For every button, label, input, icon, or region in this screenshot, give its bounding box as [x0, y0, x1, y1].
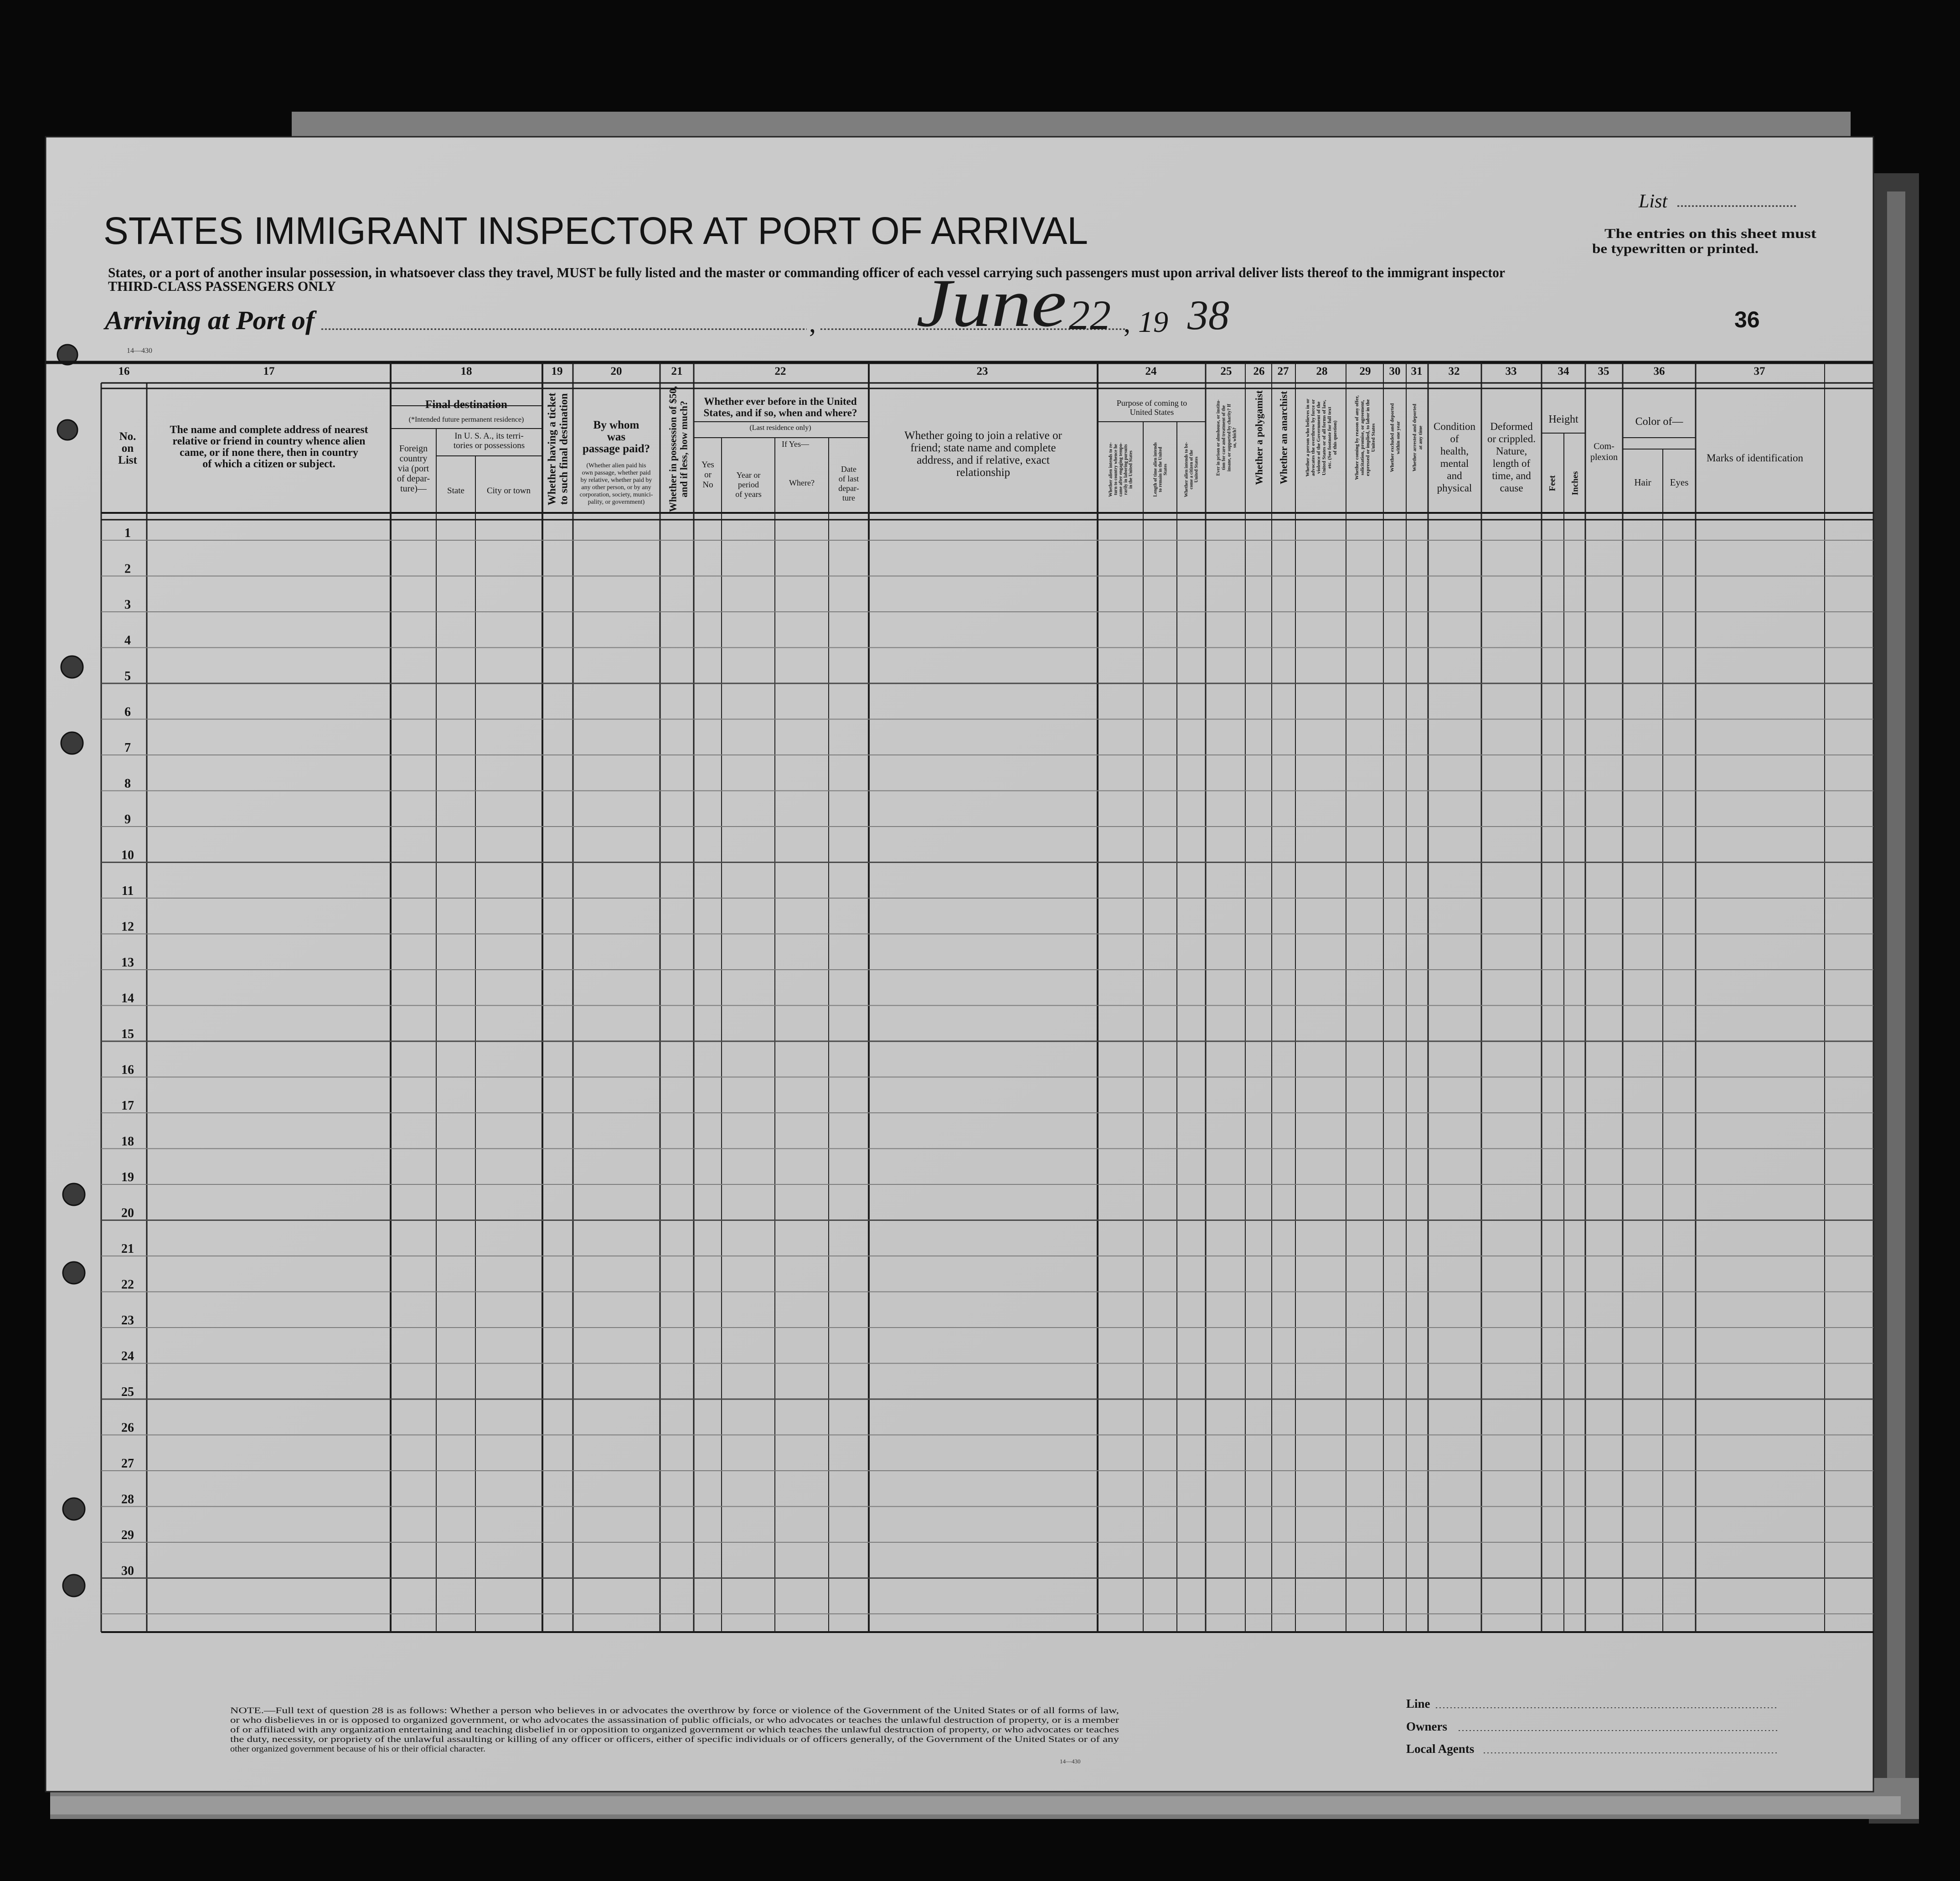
- svg-text:etc. (See footnote for full te: etc. (See footnote for full text: [1326, 407, 1332, 469]
- svg-text:Height: Height: [1548, 413, 1578, 425]
- header-final-destination: [425, 398, 507, 411]
- svg-text:Whether excluded and deported: Whether excluded and deported: [1389, 403, 1395, 472]
- svg-text:Hair: Hair: [1634, 477, 1651, 488]
- svg-text:to such final destination: to such final destination: [558, 393, 570, 505]
- svg-text:or: or: [704, 470, 712, 480]
- svg-text:No.: No.: [119, 430, 136, 443]
- svg-text:(Whether alien paid his: (Whether alien paid his: [586, 462, 646, 469]
- svg-text:own passage, whether paid: own passage, whether paid: [582, 470, 651, 476]
- svg-text:Whether arrested and deported: Whether arrested and deported: [1412, 403, 1418, 472]
- row-number: 24: [121, 1349, 134, 1364]
- svg-text:Where?: Where?: [789, 478, 815, 487]
- svg-text:Whether a person who believes: Whether a person who believes in or: [1305, 398, 1310, 477]
- svg-text:length of: length of: [1492, 458, 1531, 469]
- column-number: 16: [118, 365, 130, 377]
- row-number: 5: [124, 669, 131, 683]
- column-number: 33: [1505, 365, 1517, 377]
- svg-text:Length of time alien intends: Length of time alien intends: [1153, 442, 1158, 497]
- header-feet: [1548, 475, 1558, 491]
- column-number: 30: [1389, 365, 1401, 377]
- row-number: 27: [121, 1457, 134, 1471]
- header-ever-before: [704, 396, 857, 419]
- svg-text:United States: United States: [1194, 456, 1199, 483]
- column-number: 19: [551, 365, 563, 377]
- svg-text:tories or possessions: tories or possessions: [453, 441, 525, 450]
- svg-text:Com-: Com-: [1594, 441, 1614, 451]
- header-ticket: [546, 393, 570, 506]
- svg-text:If Yes—: If Yes—: [781, 439, 810, 449]
- form-title: STATES IMMIGRANT INSPECTOR AT PORT OF ARRIVAL: [103, 209, 1088, 252]
- header-if-yes: [782, 439, 810, 449]
- svg-text:depar-: depar-: [838, 484, 859, 493]
- svg-text:health,: health,: [1440, 445, 1469, 457]
- svg-text:passage paid?: passage paid?: [583, 443, 650, 455]
- header-passage-note: [580, 462, 653, 506]
- row-number: 16: [121, 1063, 134, 1077]
- svg-text:States, and if so, when and wh: States, and if so, when and where?: [703, 407, 857, 419]
- header-final-destination-note: [409, 416, 524, 424]
- svg-text:period: period: [738, 480, 759, 489]
- svg-text:and: and: [1447, 470, 1462, 481]
- row-number: 17: [121, 1099, 134, 1113]
- svg-text:United States: United States: [1130, 408, 1174, 417]
- column-number: 36: [1653, 365, 1665, 377]
- row-number: 9: [124, 812, 131, 827]
- owners-label: Owners: [1406, 1720, 1447, 1733]
- svg-text:In U. S. A., its terri-: In U. S. A., its terri-: [454, 431, 524, 441]
- svg-text:Yes: Yes: [701, 460, 714, 470]
- row-number: 12: [121, 920, 134, 934]
- header-height: [1548, 413, 1578, 425]
- svg-text:within one year: within one year: [1395, 421, 1401, 455]
- svg-text:of which a citizen or subject.: of which a citizen or subject.: [202, 458, 335, 470]
- svg-text:relationship: relationship: [956, 466, 1011, 479]
- svg-text:United States: United States: [1370, 423, 1376, 452]
- svg-text:Final destination: Final destination: [425, 398, 507, 411]
- svg-text:tion for care and treatment of: tion for care and treatment of the: [1221, 405, 1227, 470]
- svg-text:and if less, how much?: and if less, how much?: [678, 400, 690, 498]
- svg-text:Whether a polygamist: Whether a polygamist: [1253, 390, 1265, 485]
- header-year-period: [735, 470, 761, 499]
- row-number: 14: [121, 991, 134, 1006]
- comma-mark: ,: [809, 308, 816, 338]
- date-day-handwritten: 22: [1069, 292, 1111, 338]
- column-number: 37: [1754, 365, 1765, 377]
- svg-text:turn to country whence he: turn to country whence he: [1113, 444, 1119, 496]
- svg-text:Feet: Feet: [1547, 475, 1558, 491]
- svg-text:pality, or government): pality, or government): [588, 499, 645, 506]
- footnote-line: the duty, necessity, or propriety of the unlawful assaulting or killing of any officer or officers, either of specific individuals or of officers generally, of the Government of the United States or of any: [230, 1735, 1119, 1744]
- svg-text:was: was: [607, 431, 626, 443]
- svg-text:came, or if none there, then i: came, or if none there, then in country: [180, 447, 358, 459]
- svg-text:came after engaging tempo-: came after engaging tempo-: [1118, 442, 1124, 497]
- svg-text:City or town: City or town: [486, 486, 531, 496]
- form-subtitle: States, or a port of another insular possession, in whatsoever class they travel, MUST be fully listed and the master or commanding officer of each vessel carrying such passengers must upon arrival deliver lists thereof to the immigrant inspector: [108, 264, 1506, 280]
- row-number: 26: [121, 1421, 134, 1435]
- svg-text:at any time: at any time: [1418, 425, 1424, 450]
- row-number: 18: [121, 1134, 134, 1149]
- svg-text:By whom: By whom: [593, 419, 640, 431]
- arriving-label: Arriving at Port of: [103, 305, 317, 335]
- svg-text:Whether alien intends to be-: Whether alien intends to be-: [1184, 442, 1189, 497]
- row-number: 7: [124, 741, 131, 755]
- row-number: 10: [121, 848, 134, 863]
- comma-mark-2: ,: [1124, 308, 1130, 338]
- svg-text:of this question): of this question): [1332, 420, 1338, 455]
- svg-text:to remain in the United: to remain in the United: [1158, 447, 1163, 492]
- svg-text:List: List: [118, 454, 137, 466]
- row-number: 15: [121, 1027, 134, 1041]
- row-number: 11: [121, 884, 134, 898]
- svg-text:corporation, society, munici-: corporation, society, munici-: [579, 491, 653, 498]
- column-number: 29: [1359, 365, 1371, 377]
- svg-text:Whether in possession of $50,: Whether in possession of $50,: [667, 386, 679, 512]
- form-code-top: 14—430: [127, 347, 152, 355]
- row-number: 23: [121, 1313, 134, 1328]
- header-where: [789, 478, 815, 487]
- header-city: [487, 486, 531, 496]
- row-number: 13: [121, 956, 134, 970]
- header-marks: [1707, 452, 1804, 464]
- footnote-line: NOTE.—Full text of question 28 is as follows: Whether a person who believes in or advocates the overthrow by force or violence of the Government of the United States or of all forms of law,: [230, 1706, 1119, 1716]
- svg-text:advocates the overthrow by for: advocates the overthrow by force or: [1310, 399, 1316, 476]
- svg-text:Deformed: Deformed: [1490, 421, 1533, 432]
- header-hair: [1634, 477, 1651, 488]
- list-label: List: [1639, 191, 1668, 212]
- svg-text:ture: ture: [842, 493, 855, 502]
- svg-text:or crippled.: or crippled.: [1487, 433, 1536, 444]
- svg-text:Date: Date: [841, 465, 856, 474]
- svg-text:by relative, whether paid by: by relative, whether paid by: [580, 477, 652, 484]
- row-number: 25: [121, 1385, 134, 1399]
- svg-text:relative or friend in country: relative or friend in country whence alien: [172, 435, 366, 447]
- row-number: 29: [121, 1528, 134, 1542]
- svg-text:State: State: [447, 486, 464, 496]
- sheet-number: 36: [1734, 307, 1760, 332]
- header-eyes: [1670, 477, 1689, 488]
- column-number: 25: [1220, 365, 1232, 377]
- svg-text:Purpose of coming to: Purpose of coming to: [1116, 398, 1187, 408]
- svg-text:solicitation, promise, or agre: solicitation, promise, or agreement,: [1359, 400, 1365, 475]
- svg-text:Whether going to join a relati: Whether going to join a relative or: [904, 429, 1062, 442]
- svg-text:Whether an anarchist: Whether an anarchist: [1278, 391, 1289, 485]
- column-number: 31: [1411, 365, 1423, 377]
- svg-text:Whether alien intends to re-: Whether alien intends to re-: [1108, 442, 1114, 497]
- svg-text:The name and complete address: The name and complete address of nearest: [170, 424, 368, 436]
- svg-text:any other person, or by any: any other person, or by any: [581, 484, 651, 491]
- svg-text:ture)—: ture)—: [400, 484, 427, 494]
- svg-text:Whether coming by reason of an: Whether coming by reason of any offer,: [1354, 395, 1360, 480]
- svg-text:time, and: time, and: [1492, 470, 1531, 481]
- row-number: 2: [124, 562, 131, 576]
- svg-text:insane, or supported by charit: insane, or supported by charity? If: [1227, 403, 1232, 472]
- svg-text:friend; state name and complet: friend; state name and complete: [910, 442, 1056, 454]
- svg-text:Whether ever before in the Uni: Whether ever before in the United: [704, 396, 857, 407]
- svg-text:come a citizen of the: come a citizen of the: [1189, 450, 1194, 490]
- svg-text:of depar-: of depar-: [397, 474, 430, 484]
- svg-text:of last: of last: [838, 474, 859, 483]
- row-number: 1: [124, 526, 131, 540]
- row-number: 6: [124, 705, 131, 719]
- svg-text:mental: mental: [1440, 458, 1469, 469]
- svg-text:physical: physical: [1437, 482, 1472, 494]
- svg-text:via (port: via (port: [397, 464, 429, 474]
- svg-text:expressed or implied, to labor: expressed or implied, to labor in the: [1365, 399, 1371, 476]
- passenger-class: THIRD-CLASS PASSENGERS ONLY: [108, 278, 336, 294]
- row-number: 21: [121, 1242, 134, 1256]
- row-number: 20: [121, 1206, 134, 1220]
- year-prefix: 19: [1138, 305, 1168, 339]
- svg-text:violence of the Government of: violence of the Government of the: [1315, 401, 1321, 474]
- svg-text:cause: cause: [1500, 482, 1523, 494]
- svg-text:country: country: [399, 454, 428, 464]
- svg-text:so, which?: so, which?: [1232, 427, 1238, 448]
- column-number: 34: [1558, 365, 1569, 377]
- column-number: 32: [1448, 365, 1460, 377]
- svg-text:(Last residence only): (Last residence only): [749, 424, 811, 432]
- svg-text:(*Intended future permanent re: (*Intended future permanent residence): [408, 416, 524, 424]
- column-number: 17: [263, 365, 275, 377]
- svg-text:Foreign: Foreign: [399, 444, 428, 454]
- column-number: 22: [774, 365, 786, 377]
- header-state: [447, 486, 464, 496]
- header-foreign-country: [397, 444, 430, 494]
- svg-text:No: No: [702, 480, 713, 490]
- header-polygamist: [1253, 390, 1265, 485]
- row-number: 8: [124, 776, 131, 791]
- svg-text:Nature,: Nature,: [1496, 445, 1527, 457]
- header-inches: [1571, 471, 1580, 496]
- svg-text:Eyes: Eyes: [1670, 477, 1689, 488]
- column-number: 26: [1253, 365, 1265, 377]
- row-number: 28: [121, 1492, 134, 1507]
- svg-text:Year or: Year or: [736, 470, 761, 480]
- header-color-of: [1635, 416, 1684, 428]
- svg-text:on: on: [121, 442, 134, 455]
- svg-text:in the United States: in the United States: [1128, 450, 1134, 489]
- year-suffix-handwritten: 38: [1187, 292, 1229, 338]
- svg-text:Ever in prison or almshouse, o: Ever in prison or almshouse, or institu-: [1216, 399, 1221, 476]
- footnote-line: of or affiliated with any organization entertaining and teaching disbelief in or opposition to organized government or which teaches the unlawful destruction of property, or who advocates or teaches: [230, 1725, 1119, 1735]
- header-fifty-dollars: [667, 386, 690, 512]
- column-number: 28: [1316, 365, 1328, 377]
- svg-text:of years: of years: [735, 490, 762, 499]
- svg-text:address, and if relative, exac: address, and if relative, exact: [917, 454, 1050, 466]
- svg-text:Condition: Condition: [1433, 421, 1476, 432]
- row-number: 4: [124, 633, 131, 648]
- column-number: 20: [610, 365, 622, 377]
- column-number: 21: [671, 365, 683, 377]
- row-number: 3: [124, 598, 131, 612]
- form-code: 14—430: [1060, 1758, 1081, 1765]
- row-number: 30: [121, 1564, 134, 1578]
- svg-text:of: of: [1450, 433, 1459, 444]
- column-number: 24: [1145, 365, 1157, 377]
- svg-text:rarily in laboring pursuits: rarily in laboring pursuits: [1123, 444, 1129, 495]
- svg-text:Marks of identification: Marks of identification: [1706, 452, 1804, 464]
- header-anarchist: [1278, 391, 1289, 484]
- row-number: 22: [121, 1277, 134, 1292]
- svg-text:Color of—: Color of—: [1635, 416, 1683, 428]
- svg-text:plexion: plexion: [1590, 452, 1618, 462]
- column-number: 18: [460, 365, 472, 377]
- svg-text:Whether having a ticket: Whether having a ticket: [546, 393, 558, 506]
- svg-text:States: States: [1163, 464, 1168, 475]
- footnote-line: or who disbelieves in or is opposed to organized government, or who advocates the assassination of public officials, or who advocates or teaches the unlawful destruction of property, or is a member: [230, 1716, 1119, 1725]
- date-month-handwritten: June: [916, 265, 1067, 341]
- column-number: 23: [976, 365, 988, 377]
- paper-sheet: [46, 137, 1873, 1792]
- header-in-usa: [454, 431, 525, 450]
- line-label: Line: [1406, 1697, 1430, 1710]
- typewritten-note: The entries on this sheet must: [1604, 226, 1816, 241]
- row-number: 19: [121, 1170, 134, 1184]
- svg-text:United States or of all forms: United States or of all forms of law,: [1321, 400, 1327, 475]
- footnote-line: other organized government because of his or their official character.: [230, 1744, 485, 1754]
- column-number: 35: [1598, 365, 1609, 377]
- typewritten-note-2: be typewritten or printed.: [1592, 241, 1759, 256]
- svg-text:Inches: Inches: [1570, 471, 1580, 496]
- header-last-residence: [749, 424, 811, 432]
- column-number: 27: [1277, 365, 1289, 377]
- agents-label: Local Agents: [1406, 1742, 1475, 1756]
